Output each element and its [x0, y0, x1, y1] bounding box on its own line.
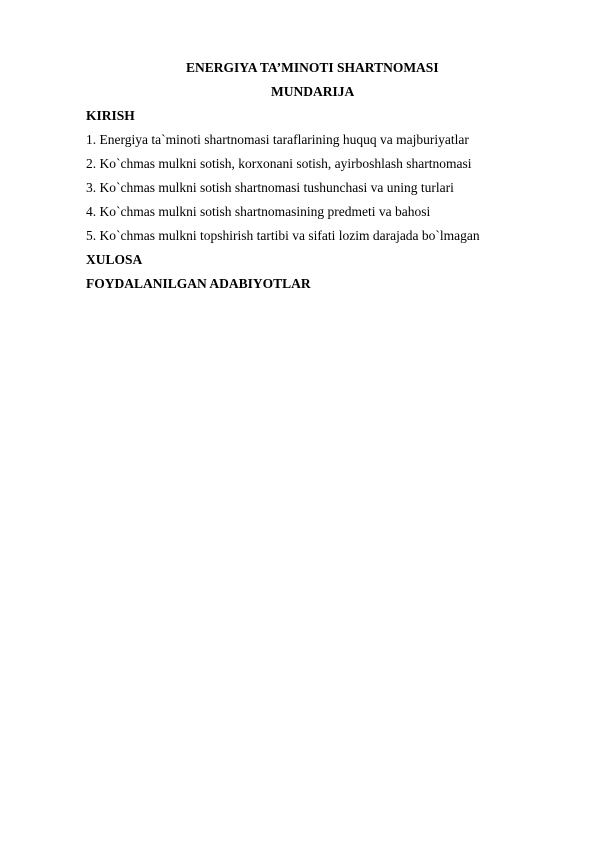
table-of-contents-heading: MUNDARIJA [271, 84, 355, 99]
document-title: ENERGIYA TA’MINOTI SHARTNOMASI [186, 60, 439, 75]
toc-references: FOYDALANILGAN ADABIYOTLAR [86, 276, 311, 291]
toc-item: 4. Ko`chmas mulkni sotish shartnomasining predmeti va bahosi [86, 204, 431, 219]
toc-item: 1. Energiya ta`minoti shartnomasi taraflarining huquq va majburiyatlar [86, 132, 469, 147]
toc-item: 5. Ko`chmas mulkni topshirish tartibi va sifati lozim darajada bo`lmagan [86, 228, 480, 243]
toc-item: 2. Ko`chmas mulkni sotish, korxonani sotish, ayirboshlash shartnomasi [86, 156, 472, 171]
toc-item: 3. Ko`chmas mulkni sotish shartnomasi tushunchasi va uning turlari [86, 180, 454, 195]
toc-intro: KIRISH [86, 108, 135, 123]
toc-conclusion: XULOSA [86, 252, 143, 267]
